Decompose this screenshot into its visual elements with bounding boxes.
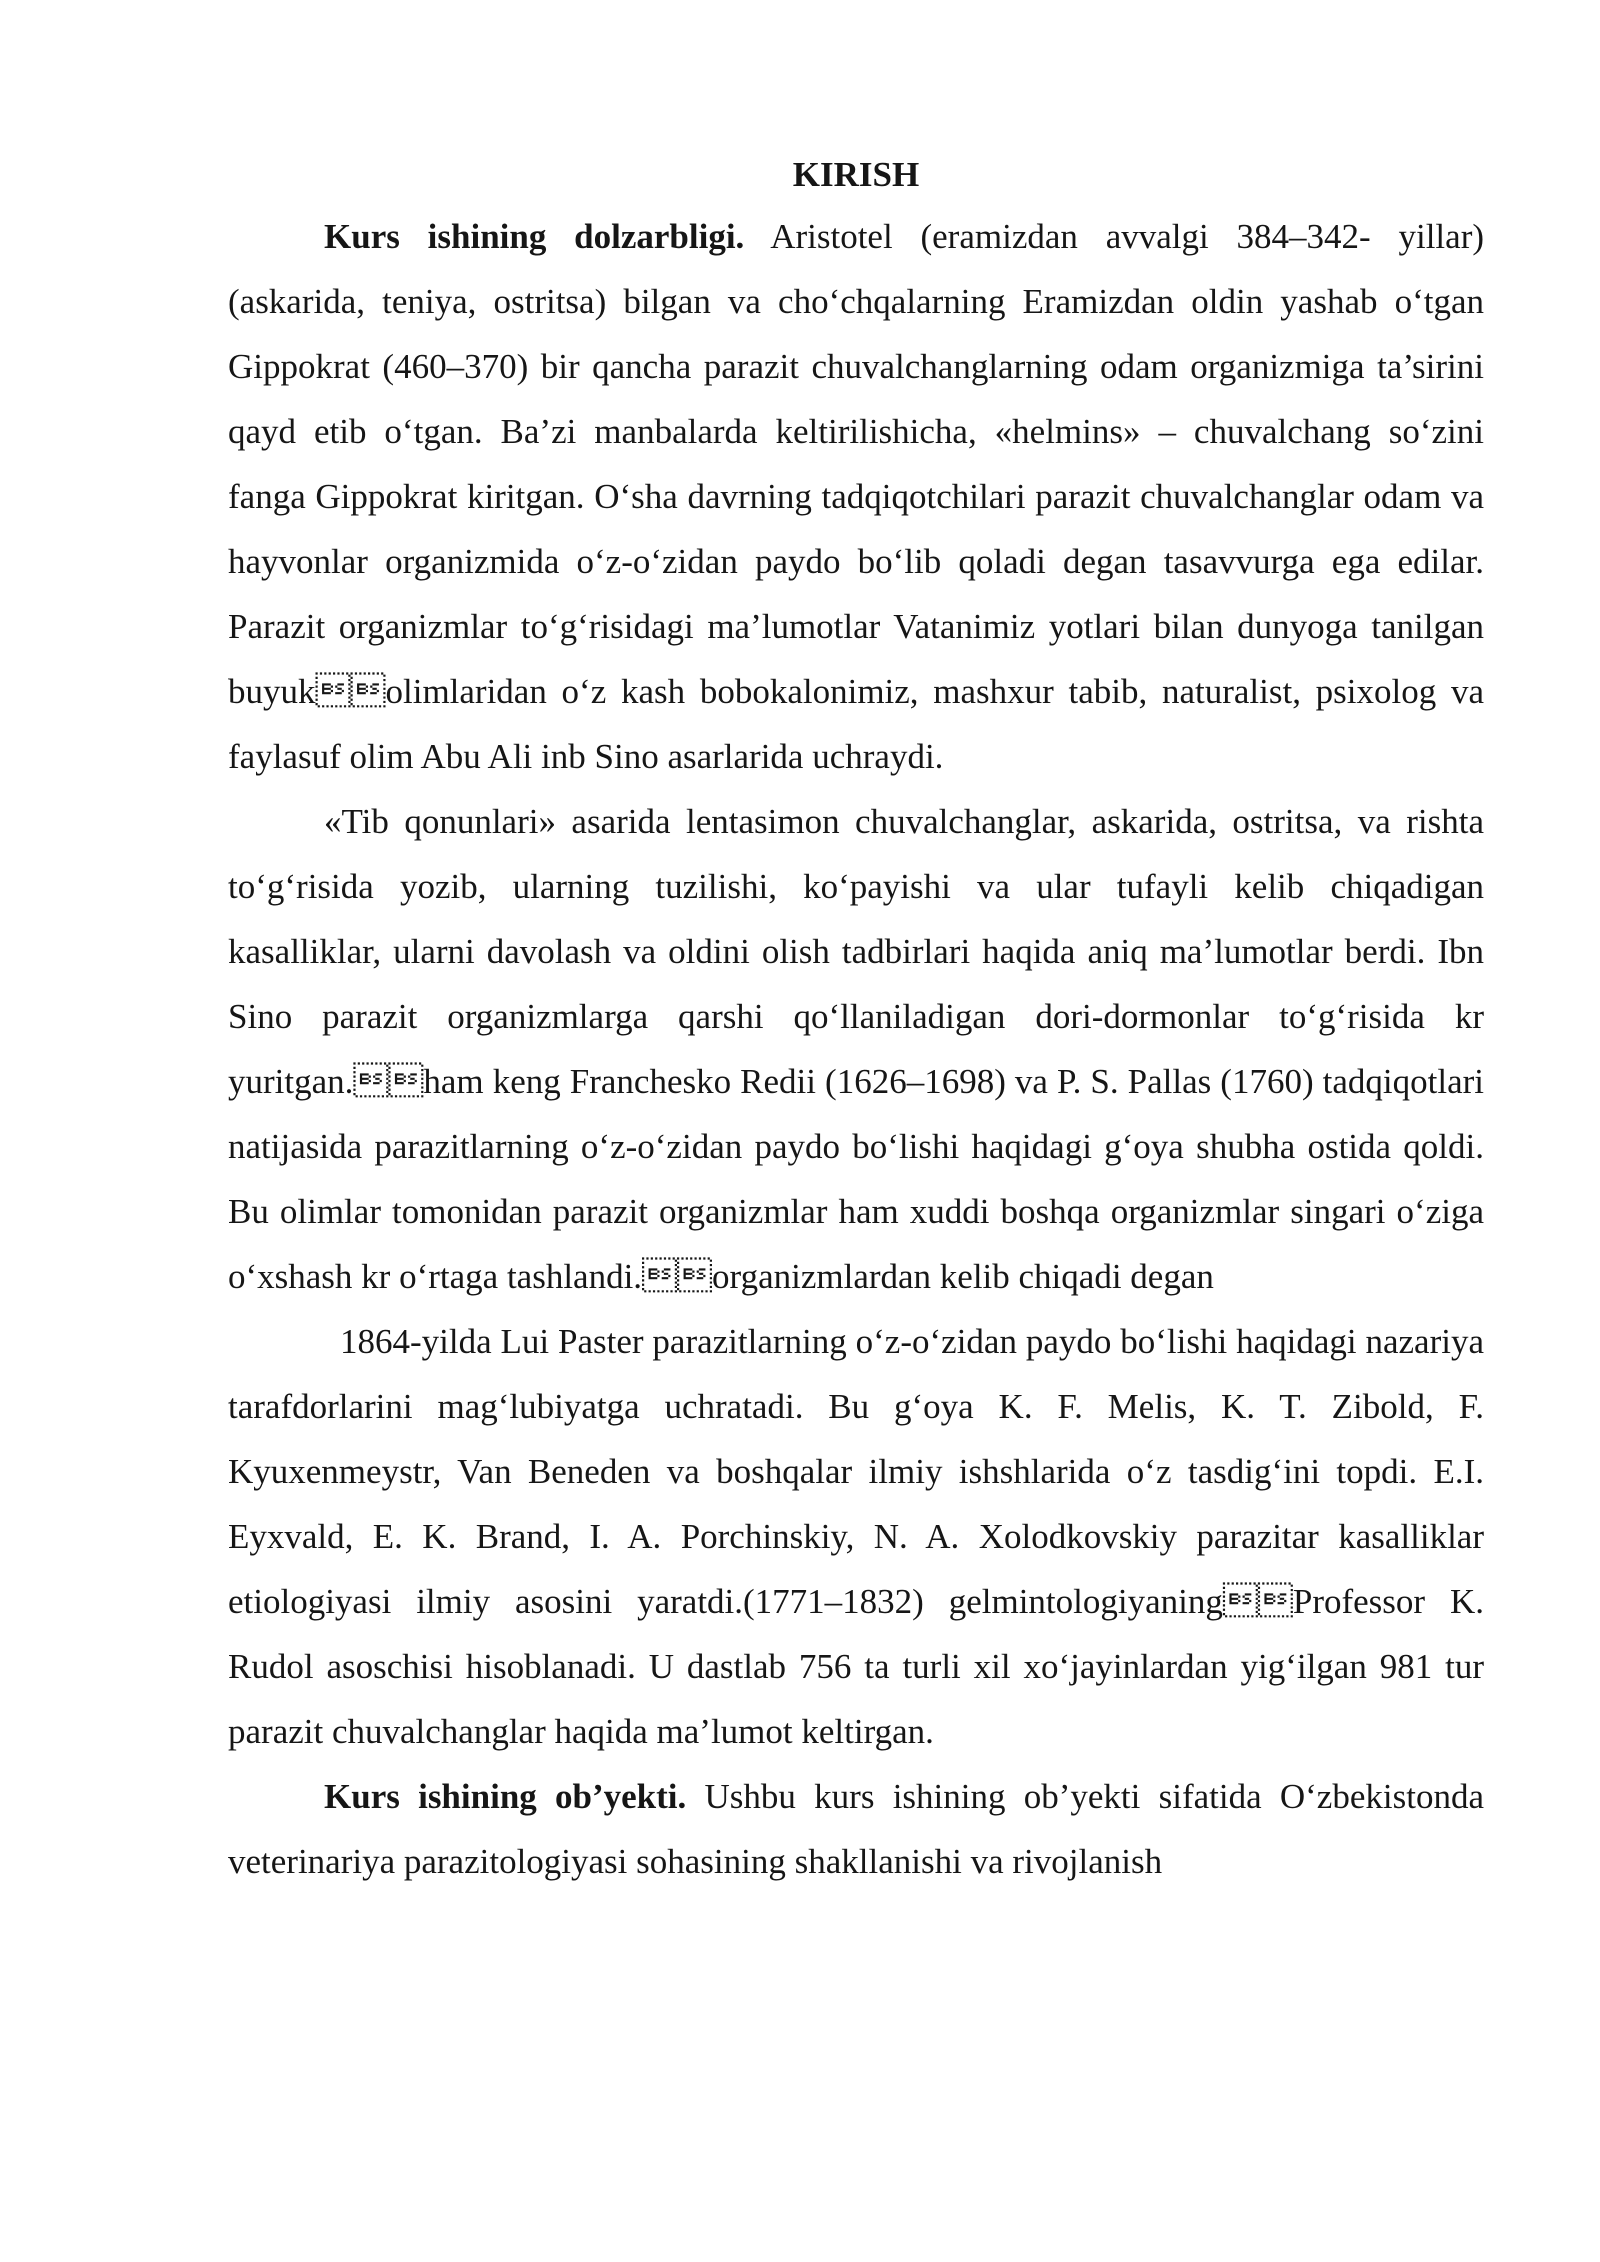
paragraph-paster	[228, 1309, 1484, 1764]
paragraph-tib-qonunlari	[228, 789, 1484, 1309]
paragraph-relevance	[228, 204, 1484, 789]
paragraph-lead: Kurs ishining dolzarbligi.	[324, 217, 745, 256]
paragraph-text: «Tib qonunlari» asarida lentasimon chuvalchanglar, askarida, ostritsa, va rishta to‘g‘risida yozib, ularning tuzilishi, ko‘payishi va ular tufayli kelib chiqadigan kasalliklar, ularni davolash va oldini olish tadbirlari haqida aniq ma’lumotlar berdi. Ibn Sino parazit organizmlarga qarshi qo‘llaniladigan dori-dormonlar to‘g‘risida kr yuritgan.ham keng Franchesko Redii (1626–1698) va P. S. Pallas (1760) tadqiqotlari natijasida parazitlarning o‘z-o‘zidan paydo bo‘lishi haqidagi g‘oya shubha ostida qoldi. Bu olimlar tomonidan parazit organizmlar ham xuddi boshqa organizmlar singari o‘ziga o‘xshash kr o‘rtaga tashlandi.organizmlardan kelib chiqadi degan	[228, 802, 1484, 1296]
document-body	[228, 148, 1484, 1894]
paragraph-text: Ushbu kurs ishining ob’yekti sifatida O‘zbekistonda veterinariya parazitologiyasi sohasining shakllanishi va rivojlanish	[228, 1777, 1484, 1881]
paragraph-text: Aristotel (eramizdan avvalgi 384–342- yillar) (askarida, teniya, ostritsa) bilgan va cho‘chqalarning Eramizdan oldin yashab o‘tgan Gippokrat (460–370) bir qancha parazit chuvalchanglarning odam organizmiga ta’sirini qayd etib o‘tgan. Ba’zi manbalarda keltirilishicha, «helmins» – chuvalchang so‘zini fanga Gippokrat kiritgan. O‘sha davrning tadqiqotchilari parazit chuvalchanglar odam va hayvonlar organizmida o‘z-o‘zidan paydo bo‘lib qoladi degan tasavvurga ega edilar. Parazit organizmlar to‘g‘risidagi ma’lumotlar Vatanimiz yotlari bilan dunyoga tanilgan buyukolimlaridan o‘z kash bobokalonimiz, mashxur tabib, naturalist, psixolog va faylasuf olim Abu Ali inb Sino asarlarida uchraydi.	[228, 217, 1485, 776]
paragraph-object	[228, 1764, 1484, 1894]
paragraph-lead: Kurs ishining ob’yekti.	[324, 1777, 687, 1816]
paragraph-text: 1864-yilda Lui Paster parazitlarning o‘z-o‘zidan paydo bo‘lishi haqidagi nazariya tarafdorlarini mag‘lubiyatga uchratadi. Bu g‘oya K. F. Melis, K. T. Zibold, F. Kyuxenmeystr, Van Beneden va boshqalar ilmiy ishshlarida o‘z tasdig‘ini topdi. E.I. Eyxvald, E. K. Brand, I. A. Porchinskiy, N. A. Xolodkovskiy parazitar kasalliklar etiologiyasi ilmiy asosini yaratdi.(1771–1832) gelmintologiyaningProfessor K. Rudol asoschisi hisoblanadi. U dastlab 756 ta turli xil xo‘jayinlardan yig‘ilgan 981 tur parazit chuvalchanglar haqida ma’lumot keltirgan.	[228, 1322, 1484, 1751]
page-title: KIRISH	[792, 155, 920, 194]
